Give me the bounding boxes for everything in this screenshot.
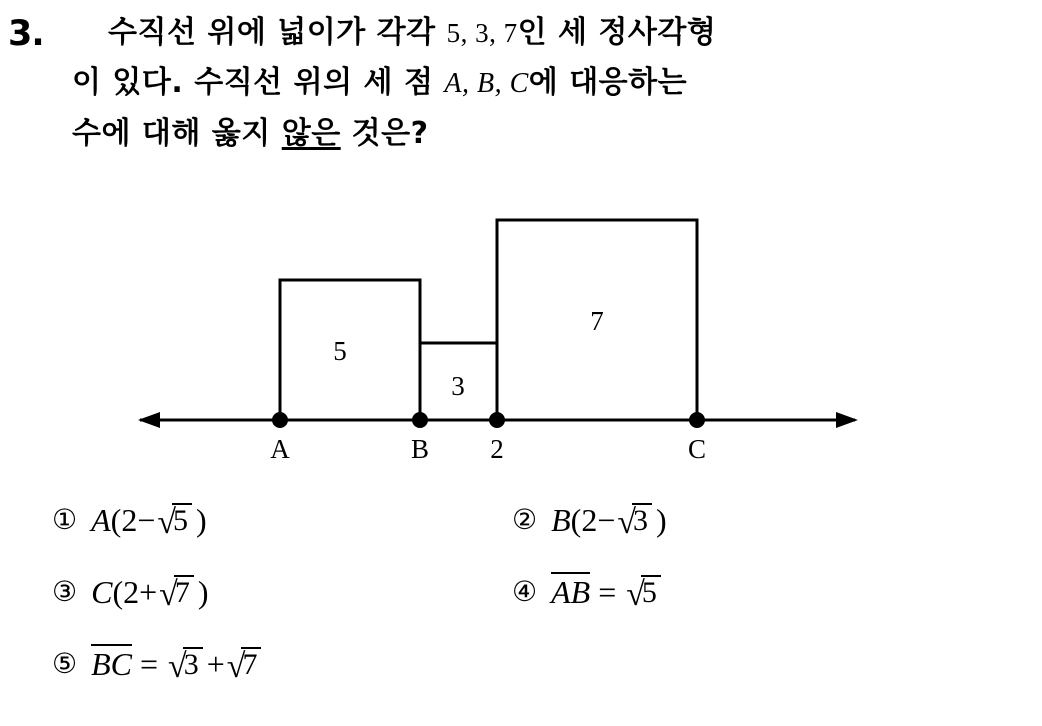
answer-choices: [0, 500, 1042, 716]
question-line-3-part-b: 것은?: [340, 116, 429, 151]
radical-sign-icon: √: [159, 576, 178, 613]
choice-5[interactable]: [52, 644, 265, 684]
choice-5-plus: +: [206, 646, 225, 682]
choice-5-equals: =: [132, 646, 167, 682]
choice-2-open-paren: (: [570, 502, 582, 538]
choice-2-radical: [615, 500, 656, 540]
choice-2-point: B: [551, 502, 571, 538]
choice-3-radicand: 7: [174, 575, 194, 607]
choice-row-1: [0, 500, 1042, 572]
choice-1-marker: ①: [52, 503, 78, 536]
choice-3-radical: [157, 572, 198, 612]
choice-row-3: [0, 644, 1042, 716]
question-line-1-part-b: 인 세 정사각형: [517, 15, 717, 50]
choice-1-radical: [155, 500, 196, 540]
question-line-3: [72, 109, 1002, 159]
choice-4[interactable]: [512, 572, 665, 612]
figure-svg: [0, 190, 1042, 480]
point-a-dot: [272, 412, 288, 428]
radical-sign-icon: √: [157, 504, 177, 541]
choice-1-close-paren: ): [196, 502, 207, 538]
choice-5-radicand-1: 3: [183, 647, 203, 679]
point-2-dot: [489, 412, 505, 428]
number-line-left-arrow: [138, 412, 160, 428]
square-label-5: 5: [333, 336, 347, 366]
choice-1-open-paren: (: [110, 502, 122, 538]
square-label-7: 7: [590, 306, 604, 336]
choice-3-open-paren: (: [112, 574, 124, 610]
choice-4-equals: =: [590, 574, 625, 610]
point-c-dot: [689, 412, 705, 428]
question-number: 3.: [8, 14, 44, 54]
question-text: [72, 8, 1002, 159]
choice-4-radical: [624, 572, 665, 612]
radical-sign-icon: √: [226, 648, 246, 685]
choice-4-segment: AB: [551, 574, 591, 610]
axis-label-a: A: [270, 434, 290, 464]
choice-1-point: A: [91, 502, 111, 538]
square-5: [280, 280, 420, 420]
choice-3-marker: ③: [52, 575, 78, 608]
choice-5-segment: BC: [91, 646, 132, 682]
choice-5-radical-2: [225, 644, 266, 684]
choice-4-radicand: 5: [641, 575, 661, 607]
question-line-1-part-a: 수직선 위에 넓이가 각각: [108, 15, 447, 50]
radical-sign-icon: √: [168, 648, 187, 685]
axis-label-c: C: [687, 434, 707, 464]
choice-3-lead: 2+: [123, 574, 158, 610]
choice-5-radical-1: [166, 644, 207, 684]
choice-3-expression: [91, 572, 208, 612]
choice-1-radicand: 5: [172, 503, 192, 535]
choice-2-radicand: 3: [632, 503, 652, 535]
question-line-2-points: A, B, C: [444, 68, 529, 99]
choice-4-expression: [551, 572, 665, 612]
choice-5-marker: ⑤: [52, 647, 78, 680]
choice-3-point: C: [91, 574, 113, 610]
number-line-right-arrow: [836, 412, 858, 428]
axis-label-2: 2: [490, 434, 504, 464]
choice-3[interactable]: [52, 572, 208, 612]
question-line-1: [72, 8, 1002, 58]
question-stem: [0, 8, 1042, 188]
choice-4-marker: ④: [512, 575, 538, 608]
choice-2-lead: 2−: [581, 502, 616, 538]
choice-2-close-paren: ): [656, 502, 667, 538]
question-line-2-part-b: 에 대응하는: [528, 65, 688, 100]
square-label-3: 3: [451, 371, 465, 401]
question-line-3-negation: 않은: [281, 116, 341, 151]
point-b-dot: [412, 412, 428, 428]
axis-label-b: B: [410, 434, 430, 464]
choice-3-close-paren: ): [197, 574, 209, 610]
choice-1[interactable]: [52, 500, 207, 540]
choice-2-marker: ②: [512, 503, 538, 536]
question-line-3-part-a: 수에 대해 옳지: [72, 116, 282, 151]
question-line-2-part-a: 이 있다. 수직선 위의 세 점: [72, 65, 445, 100]
question-line-2: [72, 58, 1002, 109]
choice-1-expression: [91, 500, 207, 540]
radical-sign-icon: √: [626, 576, 645, 613]
choice-2-expression: [551, 500, 667, 540]
choice-5-expression: [91, 644, 265, 684]
question-line-1-numbers: 5, 3, 7: [446, 18, 518, 48]
choice-1-lead: 2−: [121, 502, 156, 538]
choice-5-radicand-2: 7: [241, 647, 261, 679]
choice-2[interactable]: [512, 500, 667, 540]
number-line-figure: [0, 190, 1042, 480]
choice-row-2: [0, 572, 1042, 644]
radical-sign-icon: √: [617, 504, 637, 541]
